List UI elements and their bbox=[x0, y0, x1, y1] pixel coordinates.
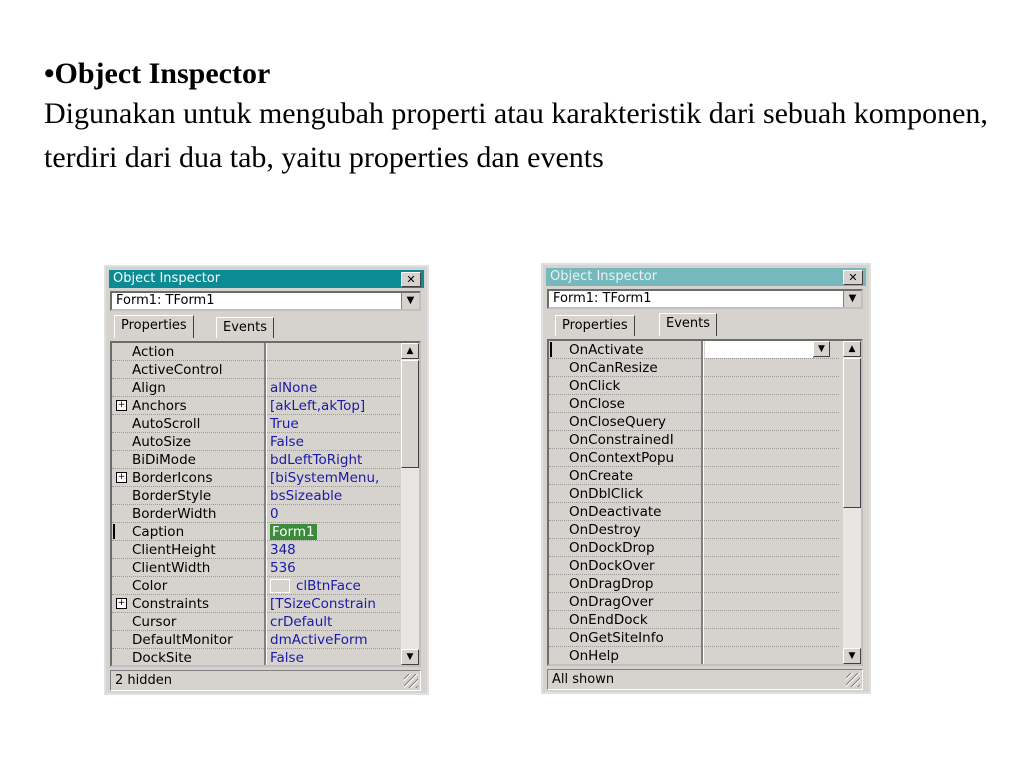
property-value[interactable] bbox=[268, 595, 403, 612]
event-value[interactable] bbox=[705, 575, 840, 592]
event-name: OnDockDrop bbox=[569, 540, 655, 556]
event-value[interactable] bbox=[705, 467, 840, 484]
property-value[interactable] bbox=[268, 487, 403, 504]
value-text: crDefault bbox=[270, 614, 333, 630]
event-row[interactable] bbox=[549, 377, 839, 395]
property-name: BorderWidth bbox=[132, 506, 217, 522]
property-value[interactable] bbox=[268, 559, 403, 576]
property-value[interactable] bbox=[268, 613, 403, 630]
property-value[interactable] bbox=[268, 379, 403, 396]
property-row[interactable] bbox=[112, 631, 402, 649]
slide-text bbox=[44, 56, 1014, 180]
resize-grip-icon[interactable] bbox=[404, 674, 418, 688]
value-text: 348 bbox=[270, 542, 296, 558]
property-value[interactable] bbox=[268, 433, 403, 450]
event-name: OnGetSiteInfo bbox=[569, 630, 664, 646]
event-name: OnDestroy bbox=[569, 522, 641, 538]
status-bar bbox=[547, 669, 863, 690]
arrow-up-icon[interactable]: ▲ bbox=[843, 341, 861, 357]
value-text: bsSizeable bbox=[270, 488, 343, 504]
property-grid bbox=[110, 341, 421, 667]
property-row[interactable] bbox=[112, 343, 402, 361]
property-row[interactable] bbox=[112, 451, 402, 469]
close-icon[interactable]: ✕ bbox=[843, 270, 863, 285]
value-text: bdLeftToRight bbox=[270, 452, 363, 468]
window-titlebar bbox=[546, 268, 866, 286]
event-value[interactable] bbox=[705, 377, 840, 394]
property-value[interactable] bbox=[268, 649, 403, 666]
property-row[interactable] bbox=[112, 397, 402, 415]
property-row[interactable] bbox=[112, 577, 402, 595]
event-name: OnClick bbox=[569, 378, 621, 394]
property-value[interactable] bbox=[268, 469, 403, 486]
component-selector-value: Form1: TForm1 bbox=[116, 293, 215, 308]
status-text: 2 hidden bbox=[115, 673, 172, 688]
event-row[interactable] bbox=[549, 395, 839, 413]
property-value[interactable] bbox=[268, 343, 403, 360]
event-grid bbox=[547, 339, 863, 666]
property-row[interactable] bbox=[112, 505, 402, 523]
plus-box-icon[interactable]: + bbox=[117, 400, 126, 410]
event-value[interactable] bbox=[705, 449, 840, 466]
property-row[interactable] bbox=[112, 415, 402, 433]
property-name: ClientHeight bbox=[132, 542, 216, 558]
property-name: Anchors bbox=[132, 398, 187, 414]
chevron-down-icon[interactable]: ▼ bbox=[401, 293, 419, 309]
color-swatch bbox=[270, 579, 290, 593]
property-name: DefaultMonitor bbox=[132, 632, 233, 648]
vertical-scrollbar[interactable] bbox=[401, 343, 419, 665]
value-text: False bbox=[270, 434, 304, 450]
tab-events[interactable]: Events bbox=[659, 313, 717, 336]
chevron-down-icon[interactable]: ▼ bbox=[843, 291, 861, 307]
window-title: Object Inspector bbox=[113, 271, 221, 286]
event-row[interactable] bbox=[549, 539, 839, 557]
event-value[interactable] bbox=[705, 611, 840, 628]
event-row[interactable] bbox=[549, 521, 839, 539]
chevron-down-icon[interactable]: ▼ bbox=[813, 341, 830, 357]
window-titlebar bbox=[109, 270, 424, 288]
arrow-down-icon[interactable]: ▼ bbox=[843, 648, 861, 664]
property-name: ActiveControl bbox=[132, 362, 223, 378]
status-text: All shown bbox=[552, 672, 615, 687]
event-row[interactable] bbox=[549, 557, 839, 575]
property-row[interactable] bbox=[112, 361, 402, 379]
property-name: Cursor bbox=[132, 614, 177, 630]
event-name: OnContextPopu bbox=[569, 450, 675, 466]
property-row[interactable] bbox=[112, 649, 402, 667]
event-row[interactable] bbox=[549, 575, 839, 593]
close-icon[interactable]: ✕ bbox=[401, 272, 421, 287]
column-divider[interactable] bbox=[701, 341, 704, 664]
status-bar bbox=[110, 670, 421, 691]
property-name: ClientWidth bbox=[132, 560, 211, 576]
window-title: Object Inspector bbox=[550, 269, 658, 284]
event-value[interactable] bbox=[705, 647, 840, 664]
event-row[interactable] bbox=[549, 449, 839, 467]
property-row[interactable] bbox=[112, 613, 402, 631]
event-row[interactable] bbox=[549, 467, 839, 485]
arrow-down-icon[interactable]: ▼ bbox=[401, 649, 419, 665]
component-selector[interactable] bbox=[547, 289, 863, 309]
event-row[interactable] bbox=[549, 341, 839, 359]
property-name: BorderStyle bbox=[132, 488, 212, 504]
property-value[interactable] bbox=[268, 523, 403, 540]
tab-properties[interactable]: Properties bbox=[555, 315, 635, 336]
property-name: Align bbox=[132, 380, 166, 396]
value-text: dmActiveForm bbox=[270, 632, 368, 648]
slide-heading: •Object Inspector bbox=[44, 57, 271, 90]
value-text: False bbox=[270, 650, 304, 666]
tab-events[interactable]: Events bbox=[216, 317, 274, 338]
property-name: AutoScroll bbox=[132, 416, 201, 432]
event-handler-input[interactable] bbox=[705, 341, 814, 358]
event-value[interactable] bbox=[705, 413, 840, 430]
property-value[interactable] bbox=[268, 397, 403, 414]
property-name: DockSite bbox=[132, 650, 192, 666]
resize-grip-icon[interactable] bbox=[846, 673, 860, 687]
object-inspector-properties-window bbox=[104, 265, 429, 695]
column-divider[interactable] bbox=[264, 343, 267, 665]
event-row[interactable] bbox=[549, 431, 839, 449]
property-value[interactable] bbox=[268, 541, 403, 558]
property-name: BorderIcons bbox=[132, 470, 213, 486]
property-row[interactable] bbox=[112, 379, 402, 397]
value-text: 0 bbox=[270, 506, 279, 522]
property-row[interactable] bbox=[112, 595, 402, 613]
event-row[interactable] bbox=[549, 629, 839, 647]
component-selector-value: Form1: TForm1 bbox=[553, 291, 652, 306]
event-value[interactable] bbox=[705, 557, 840, 574]
event-row[interactable] bbox=[549, 503, 839, 521]
value-text: alNone bbox=[270, 380, 318, 396]
event-name: OnDblClick bbox=[569, 486, 644, 502]
value-text: Form1 bbox=[272, 524, 315, 540]
event-name: OnDragDrop bbox=[569, 576, 654, 592]
event-name: OnDeactivate bbox=[569, 504, 662, 520]
property-name: AutoSize bbox=[132, 434, 192, 450]
property-value[interactable] bbox=[268, 577, 403, 594]
property-value[interactable] bbox=[268, 361, 403, 378]
event-value[interactable] bbox=[705, 593, 840, 610]
property-name: Action bbox=[132, 344, 175, 360]
property-value[interactable] bbox=[268, 505, 403, 522]
event-name: OnHelp bbox=[569, 648, 619, 664]
object-inspector-events-window bbox=[541, 263, 871, 694]
value-text: True bbox=[270, 416, 299, 432]
value-text: 536 bbox=[270, 560, 296, 576]
event-value[interactable] bbox=[705, 503, 840, 520]
property-row[interactable] bbox=[112, 433, 402, 451]
arrow-up-icon[interactable]: ▲ bbox=[401, 343, 419, 359]
event-row[interactable] bbox=[549, 413, 839, 431]
event-name: OnActivate bbox=[569, 342, 644, 358]
component-selector[interactable] bbox=[110, 291, 421, 311]
property-value[interactable] bbox=[268, 415, 403, 432]
event-name: OnDockOver bbox=[569, 558, 655, 574]
slide-body: Digunakan untuk mengubah properti atau karakteristik dari sebuah komponen, terdiri dari dua tab, yaitu properties dan events bbox=[44, 97, 988, 174]
event-row[interactable] bbox=[549, 611, 839, 629]
tab-properties[interactable]: Properties bbox=[114, 315, 194, 338]
scrollbar-thumb[interactable] bbox=[401, 360, 419, 468]
event-value[interactable] bbox=[705, 539, 840, 556]
property-name: Color bbox=[132, 578, 168, 594]
property-row[interactable] bbox=[112, 559, 402, 577]
vertical-scrollbar[interactable] bbox=[843, 341, 861, 664]
event-value[interactable] bbox=[705, 359, 840, 376]
event-row[interactable] bbox=[549, 485, 839, 503]
property-row[interactable] bbox=[112, 469, 402, 487]
property-row[interactable] bbox=[112, 541, 402, 559]
event-row[interactable] bbox=[549, 359, 839, 377]
property-row[interactable] bbox=[112, 487, 402, 505]
value-text: [biSystemMenu, bbox=[270, 470, 380, 486]
event-row[interactable] bbox=[549, 593, 839, 611]
property-row[interactable] bbox=[112, 523, 402, 541]
property-name: Constraints bbox=[132, 596, 210, 612]
value-text: [TSizeConstrain bbox=[270, 596, 376, 612]
event-name: OnCloseQuery bbox=[569, 414, 666, 430]
property-value[interactable] bbox=[268, 451, 403, 468]
event-name: OnConstrainedI bbox=[569, 432, 674, 448]
plus-box-icon[interactable]: + bbox=[117, 472, 126, 482]
event-value[interactable] bbox=[705, 521, 840, 538]
event-name: OnCanResize bbox=[569, 360, 658, 376]
event-value[interactable] bbox=[705, 485, 840, 502]
event-name: OnCreate bbox=[569, 468, 634, 484]
event-row[interactable] bbox=[549, 647, 839, 665]
scrollbar-thumb[interactable] bbox=[843, 358, 861, 508]
event-name: OnClose bbox=[569, 396, 625, 412]
event-value[interactable] bbox=[705, 431, 840, 448]
property-value[interactable] bbox=[268, 631, 403, 648]
value-text: [akLeft,akTop] bbox=[270, 398, 366, 414]
event-name: OnDragOver bbox=[569, 594, 654, 610]
event-value[interactable] bbox=[705, 629, 840, 646]
value-text: clBtnFace bbox=[296, 578, 361, 594]
property-name: BiDiMode bbox=[132, 452, 196, 468]
event-value[interactable] bbox=[705, 395, 840, 412]
plus-box-icon[interactable]: + bbox=[117, 598, 126, 608]
property-name: Caption bbox=[132, 524, 185, 540]
event-name: OnEndDock bbox=[569, 612, 648, 628]
